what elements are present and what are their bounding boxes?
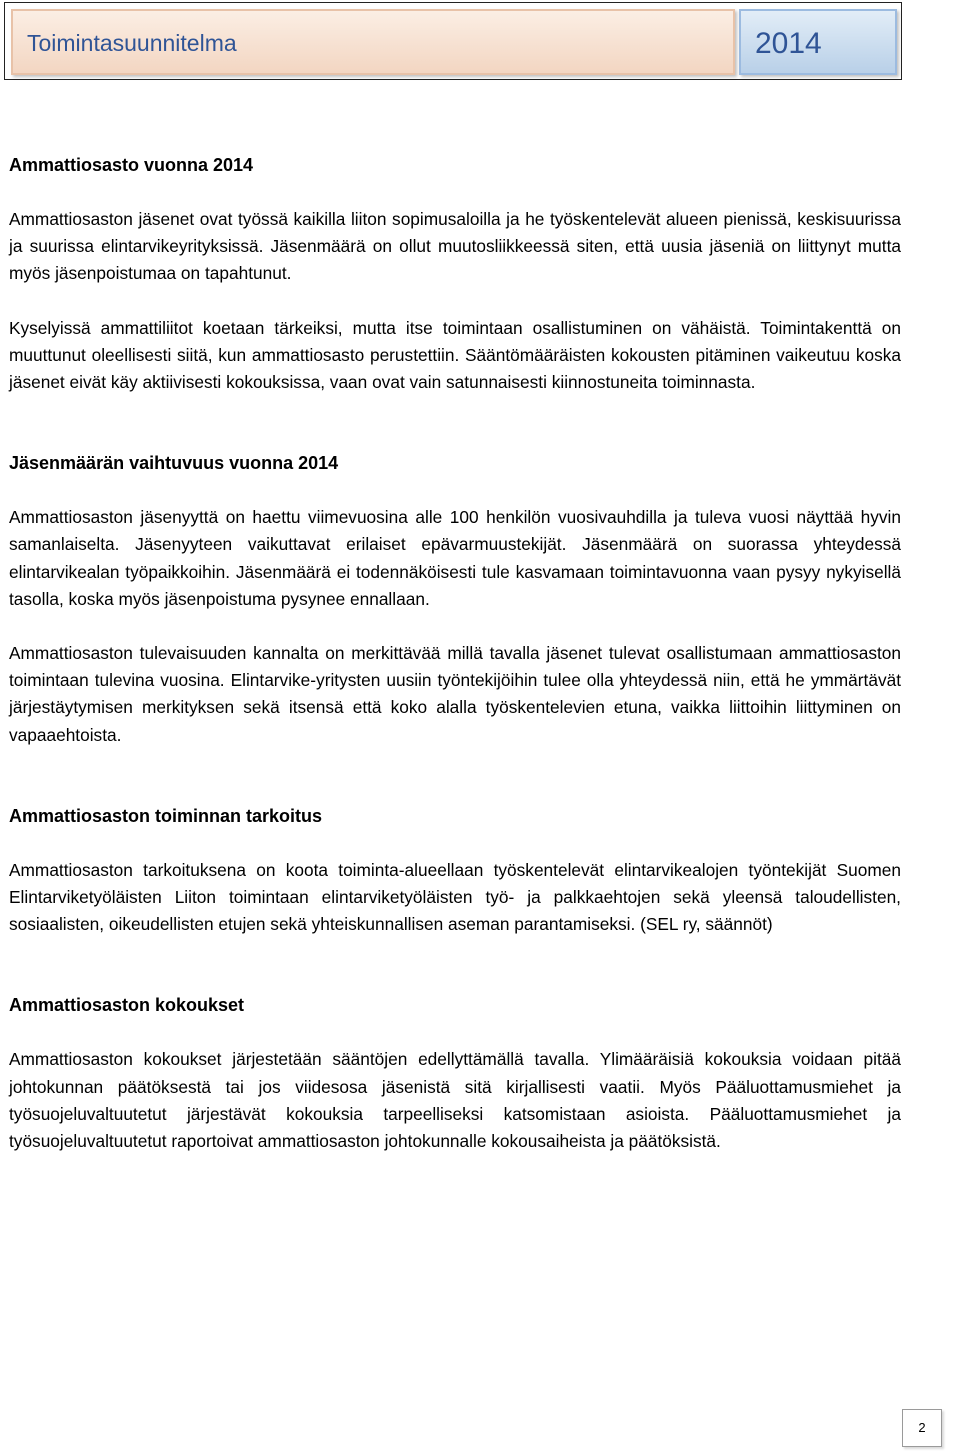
paragraph: Ammattiosaston tarkoituksena on koota toiminta-alueellaan työskentelevät elintarvikealojen työntekijät Suomen Elintarviketyöläisten Liiton toimintaan elintarviketyöläisten työ- ja palkkaehtojen sekä yleensä taloudellisten, sosiaalisten, oikeudellisten etujen sekä yhteiskunnallisen aseman parantamiseksi. (SEL ry, säännöt) (9, 859, 901, 935)
document-body (9, 152, 901, 1155)
document-title: Toimintasuunnitelma (27, 30, 237, 56)
paragraph: Ammattiosaston jäsenyyttä on haettu viimevuosina alle 100 henkilön vuosivauhdilla ja tuleva vuosi näyttää hyvin samanlaiselta. Jäsenyyteen vaikuttavat erilaiset epävarmuustekijät. Jäsenmäärä on suorassa yhteydessä elintarvikealan työpaikkoihin. Jäsenmäärä ei todennäköisesti tule kasvamaan toimintavuonna vaan pysyy nykyisellä tasolla, koska myös jäsenpoistuma pysynee ennallaan. (9, 507, 901, 609)
page-header (4, 2, 902, 80)
section-heading: Ammattiosaston kokoukset (9, 995, 245, 1016)
paragraph: Ammattiosaston jäsenet ovat työssä kaikilla liiton sopimusaloilla ja he työskentelevät alueen pienissä, keskisuurissa ja suurissa elintarvikeyrityksissä. Jäsenmäärä on ollut muutosliikkeessä siten, että uusia jäseniä on liittynyt mutta myös jäsenpoistumaa on tapahtunut. (9, 209, 901, 284)
paragraph: Kyselyissä ammattiliitot koetaan tärkeiksi, mutta itse toimintaan osallistuminen on vähäistä. Toimintakenttä on muuttunut oleellisesti siitä, kun ammattiosasto perustettiin. Sääntömääräisten kokousten pitäminen vaikeutuu koska jäsenet eivät käy aktiivisesti kokouksissa, vaan ovat vain satunnaisesti kiinnostuneita toiminnasta. (9, 317, 901, 393)
header-year-box (739, 9, 897, 75)
header-title-box (11, 9, 735, 75)
page-number: 2 (902, 1409, 942, 1447)
section-heading: Ammattiosaston toiminnan tarkoitus (9, 805, 323, 826)
paragraph: Ammattiosaston kokoukset järjestetään sääntöjen edellyttämällä tavalla. Ylimääräisiä kokouksia voidaan pitää johtokunnan päätöksestä tai jos viidesosa jäsenistä sitä kirjallisesti vaatii. Myös Pääluottamusmiehet ja työsuojeluvaltuutetut järjestävät kokouksia tarpeelliseksi katsomistaan asioista. Pääluottamusmiehet ja työsuojeluvaltuutetut raportoivat ammattiosaston johtokunnalle kokousaiheista ja päätöksistä. (9, 1049, 901, 1152)
paragraph: Ammattiosaston tulevaisuuden kannalta on merkittävää millä tavalla jäsenet tulevat osallistumaan ammattiosaston toimintaan tulevina vuosina. Elintarvike-yritysten uusiin työntekijöihin tulee olla yhteydessä niin, että he ymmärtävät järjestäytymisen merkityksen sekä itsensä että koko alalla työskentelevien etuna, vaikka liittoihin liittyminen on vapaaehtoista. (9, 643, 901, 745)
document-year: 2014 (755, 27, 822, 60)
section-heading: Ammattiosasto vuonna 2014 (9, 155, 254, 175)
section-heading: Jäsenmäärän vaihtuvuus vuonna 2014 (9, 453, 339, 474)
